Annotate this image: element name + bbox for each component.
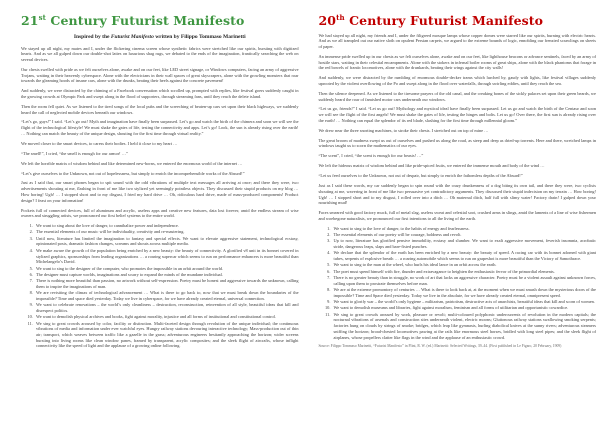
list-item: 2. The essential elements of our poetry will be courage, boldness and revolt. bbox=[332, 232, 597, 238]
list-item: 10. We want to demolish museums and libraries, fight against moralism, feminism and all forms of utilitarian and opportunistic cowardice. bbox=[332, 305, 597, 311]
list-item: 7. There is no greater beauty than in struggle, no work of art that lacks an aggressive character. Poetry must be a violent assault against unknown forces, calling upon them to prostrate themselves before man. bbox=[332, 275, 597, 286]
list-item: 2. The essential elements of our music will be individuality, creativity and re-mastering. bbox=[34, 229, 299, 235]
paragraph: We left the hideous matrix of wisdom behind and like pride-spiced fruits, we entered the immense mouth and body of the wind … bbox=[318, 163, 545, 169]
list-item: 9. We want to glorify war – the world’s only hygiene – militarism, patriotism, destructive acts of anarchists, beautiful ideas that kill and scorn of women. bbox=[332, 299, 597, 305]
list-item: 9. We want to celebrate renovations – the world’s only cleanliness – destruction, reconstruction, reinvention of all style, beautiful ideas that kill and disrespect politics. bbox=[34, 302, 299, 313]
list-item: 6. The poet must spend himself with fire, thunder and extravagance to heighten the enthusiastic fervor of the primordial elements. bbox=[332, 269, 597, 275]
subtitle-suffix: written by Filippo Tommaso Marinetti bbox=[153, 33, 246, 40]
paragraph: “Let’s give ourselves to the Unknown, not out of hopelessness, but simply to enrich the incomprehensible works of the Absurd!” bbox=[21, 170, 245, 176]
source-citation: Source: Filippo Tommaso Marinetti, “Futurist Manifesto” in Flint, R. W. (ed.) Marinetti: Selected Writings, 39–44. (First published in Le Figaro, 20 February, 1909) bbox=[318, 344, 562, 349]
paragraph: And suddenly, we were distracted by the chiming of a Facebook conversation which scrolled up, prompted with replies, like festival goers suddenly caught in the growing crowds at Olympic Park and swept along in the flood of supporters, through streaming fans, until they reach the delete island. bbox=[21, 88, 299, 99]
paragraph: We moved closer to the smart devices, to caress their bodies. I held it close to my heart … bbox=[21, 140, 178, 146]
list-item: 1. We want to sing to the love of danger, to the habits of energy and fearlessness. bbox=[332, 226, 597, 232]
list-item: 7. There is nothing more beautiful than passion, no artwork without self-expression. Poetry must be honest and aggressive towards the unknown, calling them to inspire the imaginations of man. bbox=[34, 278, 299, 289]
right-column bbox=[319, 14, 597, 431]
paragraph: We had stayed up all night, my friends and I, under the filigreed mosque lamps whose copper domes were starred like our spirits, burning with electric hearts. And as we all trampled out our native sloth on opulent Persian carpets, we argued to the extreme bounds of logic, ennobling our frenzied scrawlings on sheets of paper. bbox=[318, 32, 596, 49]
paragraph: “Let us feed ourselves to the Unknown, not out of despair, but simply to enrich the fathomless depths of the Absurd!” bbox=[318, 173, 523, 179]
list-item: 5. We want to sing to the designer of the computer, who promotes the impossible in an orbit around the world. bbox=[34, 266, 299, 272]
right-title bbox=[319, 14, 597, 29]
subtitle-prefix: Inspired by the bbox=[73, 33, 111, 40]
left-numbered-list bbox=[21, 223, 299, 349]
paragraph: Faces smeared with good factory muck, full of metal slag, useless sweat and celestial soot, crushed arms in slings, amid the laments of a line of wise fishermen and woebegone naturalists, we pronounced our first intentions to all the living of the earth. bbox=[318, 210, 596, 221]
list-item: 5. We want to sing to the man at the wheel, who hurls his ideal lance in an orbit across the earth. bbox=[332, 262, 597, 268]
paragraph: Just as I said that, our smart phones began to spit sound with the odd vibrations of multiple text messages all arriving at once; and there they were, two advertisements shouting at me, flashing in front of me like two stylized yet seemingly pointless objects. They discussed their stupid products on my blog … How boring! Ugh! … I stopped short and to my disgust, I fried my hard drive … Oh, ridiculous hard drive, made of mass-produced components! Product design? I feast on your information! bbox=[21, 180, 299, 203]
paragraph: And suddenly, we were distracted by the rumbling of enormous double-decker trams which lurched by, gaudy with lights, like festival villages suddenly uprooted by the violent overflowing of the Po and swept along in the flood over waterfalls, through swirling eddies, until they reach the sea. bbox=[318, 75, 596, 86]
paragraph: We drew near the three snorting machines, to stroke their chests. I stretched out on top of mine … bbox=[318, 127, 489, 133]
left-title bbox=[21, 14, 299, 29]
paragraph: The great broom of madness swept us out of ourselves and pushed us along the road, as steep and deep as dried-up torrents. Here and there, wretched lamps in windows taught us to scorn the mathematics of our eyes. bbox=[318, 137, 596, 149]
paragraph: We left the horrible matrix of wisdom behind and like determined new-borns, we entered the enormous world of the internet … bbox=[21, 160, 243, 166]
list-item: 4. We declare that the splendor of the earth has been enriched by a new beauty: the beauty of speed. A racing car with its bonnet adorned with giant tubes, serpents of explosive breath … a roaring automobile which seems to run on grapeshot is more beautiful than the Victory of Samothrace. bbox=[332, 250, 597, 261]
paragraph: We stayed up all night, my mates and I, under the flickering cinema screen whose synthetic fabrics were stretched like our spirits, bursting with digitized hearts. And as we all gulped down our double-shot lattes on luxurious shag rugs, we debated to the ends of the imagination, frantically searching the web on several devices. bbox=[21, 45, 299, 62]
paragraph: Our chests swelled with pride as we felt ourselves alone, awake and on our feet, like LED street signage, or Windows computers, facing an army of aggressive Trojans, waiting in their heavenly cyberspace. Alone with the electricians in their wall spaces of great skyscrapers, alone with the growling monsters that roar towards the gleaming hoods of insane cars, alone with the drunks, beating their heels against the concrete pavement! bbox=[21, 66, 299, 84]
list-item: 3. Until now, literature has limited the imagination to fantasy and special effects. We want to elevate aggressive statement, technological ecstasy, opinionated posts, dramatic fashion changes, screams and shouts across multiple media. bbox=[34, 236, 299, 247]
paragraph: “The scent”, I cried, “the scent is enough for our beasts! …” bbox=[318, 153, 424, 159]
paragraph: “The smell!”, I cried, “the smell is enough for our armor! …” bbox=[21, 150, 128, 156]
paragraph: Pockets full of connected devices, full of aluminum and acrylic, useless apps and creative new features, data lost forever, amid the endless stream of wise owners and struggling artists, we pronounced our first belief systems to the entire world. bbox=[21, 207, 299, 219]
list-item: 3. Up to now, literature has glorified pensive immobility, ecstasy and slumber. We want to exalt aggressive movement, feverish insomnia, acrobatic stride, dangerous leaps, slaps and bare-fisted punches. bbox=[332, 238, 597, 249]
paragraph: Then the silence deepened. As we listened to the tiresome prayers of the old canal, and the creaking bones of the sickly palaces set upon their green beards, we suddenly heard the roar of famished motor cars underneath our windows. bbox=[318, 90, 596, 102]
list-item: 10. We want to demolish physical archives and books, fight against morality, injustice and all forms of institutional and constitutional control. bbox=[34, 314, 299, 320]
list-item: 1. We want to sing about the love of danger, to cannibalize power and independence. bbox=[34, 223, 299, 229]
list-item: 8. We are revisiting the climax of technological advancement … What is there to go back to, now that we must break down the boundaries of the impossible? Time and space died yesterday. Today we live in cyberspace, for we have already created eternal, universal connection. bbox=[34, 290, 299, 301]
left-title-ordinal: st bbox=[38, 13, 46, 22]
left-title-number: 21 bbox=[21, 13, 39, 29]
paragraph: “Let us go, friends!” I said. “Let us go out! Mythology and mystical ideal have finally been surpassed. Let us go and watch the birth of the Centaur and soon we will see the flight of the first angels! We must shake the gates of life, testing the hinges and bolts. Let us go! Over there, the first sun is already rising over the earth! … Nothing can equal the splendor of its red blade, slashing for the first time through millennial gloom.” bbox=[318, 106, 596, 123]
paragraph: Just as I said these words, my car suddenly began to spin round with the crazy drunkenness of a dog biting its own tail, and there they were, two cyclists shouting at me, wavering in front of me like two persuasive yet contradictory arguments. They discussed their stupid indecision on my terrain … How boring! Ugh! … I stopped short and to my disgust, I rolled over into a ditch … Oh maternal ditch, half full with slimy water! Factory drain! I gulped down your nourishing mud! bbox=[318, 183, 596, 206]
paragraph: Then the room fell quiet. As we listened to the tired songs of the local pubs and the screeching of beaten-up cars set upon their black highways, we suddenly heard the call of neglected mobile devices beneath our windows. bbox=[21, 103, 299, 115]
subtitle-italic: Futurist Manifesto bbox=[110, 33, 154, 40]
left-title-rest: Century Futurist Manifesto bbox=[45, 13, 245, 29]
list-item: 11. We sing to great crowds aroused by color, facility or distinction. Multi-faceted design through revolution of the unique individual; the continuous vibrations of media and information under ever watchful eyes. Hungry railway stations devouring interactive technology; Mass-production out of thin air; transport, which weaves between traffic like a gazelle in the grass; adventurous engineers hesitantly approaching the horizon; wider screens bursting into living rooms like clean window panes, framed by transparent, acrylic composites; and the sleek flight of aircrafts, whose inflight connectivity like the speed of light and the applause of a growing online following. bbox=[34, 321, 299, 350]
left-column bbox=[21, 14, 299, 431]
right-title-rest: Century Futurist Manifesto bbox=[344, 13, 544, 29]
right-title-ordinal: th bbox=[336, 13, 345, 22]
paragraph: An immense pride swelled up in our chests as we felt ourselves alone, awake and on our feet, like lighthouse beacons or advance sentinels, faced by an army of hostile stars, waiting in their celestial encampments. Alone with the stokers in infernal boiler rooms of great ships, alone with the black phantoms that forage in the red bowels of frantic locomotives, alone with the drunkards, beating their wings against the city walls! bbox=[318, 53, 596, 71]
right-title-number: 20 bbox=[318, 13, 337, 29]
list-item: 4. We make aware the growth of the population being enriched by a new beauty: the beauty of connectivity. A glorified v8 unit in its bonnet covered in stylized graphics, sponsorships from leading organizations … a roaring supercar which seems to run on performance enhancers is more beautiful than Michelangelo’s David. bbox=[34, 248, 299, 265]
list-item: 6. The designer must capture worlds, imaginations and scurry to expand the minds of the mundane individual. bbox=[34, 272, 299, 278]
right-numbered-list bbox=[319, 226, 597, 341]
paragraph: “Let’s go, guys!” I said. “Let’s go out! Myth and imagination have finally been surpassed. Let’s go and watch the birth of the chimera and soon we will see the flight of the technological lifestyle! We must shake the gates of life, testing the connectivity and apps. Let’s go! Look, the sun is already rising over the earth! … Nothing can match the beauty of the unique design, shouting for the first time through virtual reality.” bbox=[21, 119, 299, 136]
list-item: 8. We are at the extreme promontory of centuries … What is there to look back at, at the moment when we must smash down the mysterious doors of the impossible? Time and Space died yesterday. Today we live in the absolute, for we have already created eternal, omnipresent speed. bbox=[332, 287, 597, 298]
left-subtitle bbox=[27, 34, 293, 40]
list-item: 11. We sing to great crowds aroused by work, pleasure or revolt; multi-coloured polyphonic undercurrents of revolution in the modern capitals; the nocturnal vibrations of arsenals and construction sites underneath violent, electric moons; Gluttonous railway stations swallowing smoking serpents; factories hung on clouds by strings of smoke; bridges, which leap like gymnasts, hurling diabolical knives at the sunny rivers; adventurous steamers sniffing the horizon; broad-chested locomotives pawing at the rails like enormous steel horses, bridled with long steel pipes; and the sleek flight of airplanes, whose propellers clatter like flags in the wind and the applause of an enthusiastic crowd. bbox=[332, 312, 597, 341]
